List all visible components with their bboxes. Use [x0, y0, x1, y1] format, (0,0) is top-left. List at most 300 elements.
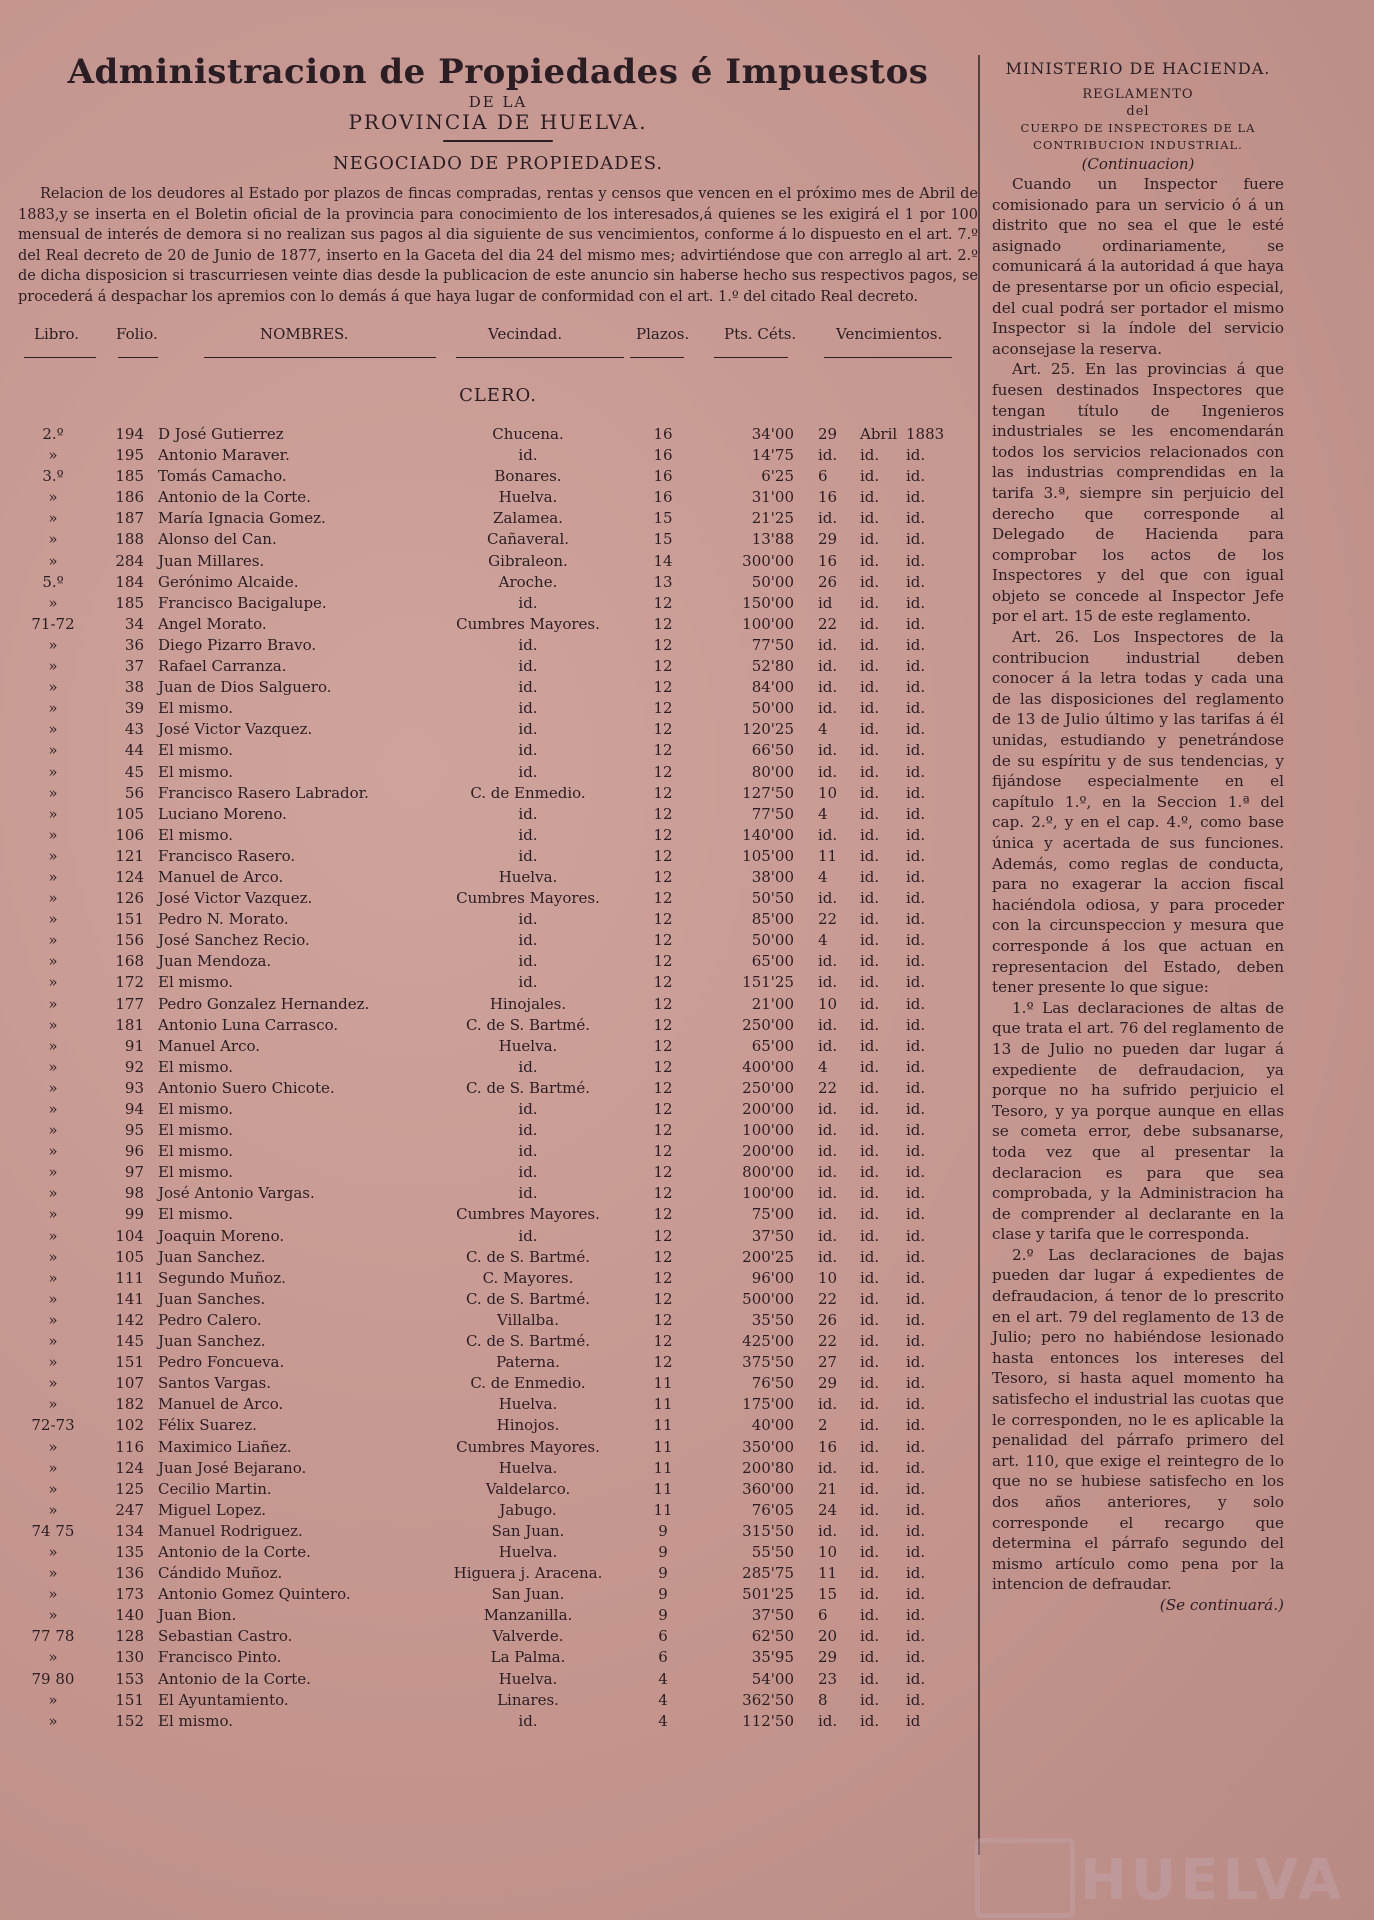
table-header	[18, 319, 978, 355]
row-venc-mes: id.	[860, 1205, 880, 1224]
table-row	[18, 1415, 978, 1436]
row-pesetas: 315'50	[742, 1521, 794, 1540]
row-venc-ano: id.	[906, 762, 926, 781]
row-vecindad: Manzanilla.	[483, 1606, 573, 1625]
row-venc-mes: id.	[860, 1690, 880, 1709]
row-plazos: 12	[653, 614, 673, 633]
row-venc-mes: id.	[860, 1542, 880, 1561]
row-venc-ano: id.	[906, 931, 926, 950]
row-venc-dia: 2	[818, 1416, 828, 1435]
row-name: El mismo.	[158, 1057, 233, 1076]
row-vecindad: Huelva.	[498, 1669, 558, 1688]
row-pesetas: 200'80	[742, 1458, 794, 1477]
row-name: El mismo.	[158, 1163, 233, 1182]
row-venc-ano: id.	[906, 1163, 926, 1182]
row-libro: »	[48, 783, 58, 802]
negociado-title: NEGOCIADO DE PROPIEDADES.	[332, 153, 664, 174]
row-plazos: 12	[653, 1310, 673, 1329]
row-plazos: 12	[653, 1057, 673, 1076]
row-libro: »	[48, 699, 58, 718]
title-de-la: DE LA	[468, 93, 528, 111]
row-folio: 56	[124, 783, 144, 802]
table-row	[18, 1204, 978, 1225]
row-libro: »	[48, 931, 58, 950]
row-name: Juan José Bejarano.	[158, 1458, 307, 1477]
row-folio: 134	[115, 1521, 144, 1540]
row-venc-dia: 22	[818, 910, 838, 929]
row-venc-ano: id.	[906, 804, 926, 823]
row-vecindad: Aroche.	[498, 572, 558, 591]
table-row	[18, 1310, 978, 1331]
row-folio: 91	[124, 1036, 144, 1055]
row-plazos: 12	[653, 1142, 673, 1161]
row-name: El Ayuntamiento.	[158, 1690, 289, 1709]
row-pesetas: 66'50	[751, 741, 794, 760]
row-name: Antonio de la Corte.	[158, 1542, 311, 1561]
row-venc-mes: id.	[860, 931, 880, 950]
row-pesetas: 40'00	[751, 1416, 794, 1435]
row-plazos: 12	[653, 994, 673, 1013]
row-plazos: 12	[653, 846, 673, 865]
row-venc-ano: id.	[906, 446, 926, 465]
row-plazos: 11	[653, 1374, 673, 1393]
row-libro: »	[48, 1395, 58, 1414]
row-venc-mes: id.	[860, 1374, 880, 1393]
row-plazos: 12	[653, 1353, 673, 1372]
row-folio: 142	[115, 1310, 144, 1329]
row-venc-dia: 29	[818, 425, 838, 443]
row-venc-mes: id.	[860, 910, 880, 929]
row-libro: »	[48, 1184, 58, 1203]
row-folio: 141	[115, 1289, 144, 1308]
row-name: El mismo.	[158, 1711, 233, 1730]
row-folio: 145	[115, 1332, 144, 1351]
row-vecindad: Huelva.	[498, 488, 558, 507]
row-venc-dia: id.	[818, 1226, 838, 1245]
row-venc-dia: 10	[818, 1542, 838, 1561]
row-libro: »	[48, 720, 58, 739]
row-venc-mes: id.	[860, 593, 880, 612]
section-clero: CLERO.	[459, 385, 537, 406]
row-venc-ano: id.	[906, 1247, 926, 1266]
row-venc-mes: id.	[860, 1711, 880, 1730]
row-venc-dia: id.	[818, 678, 838, 697]
row-folio: 104	[115, 1226, 144, 1245]
row-plazos: 15	[653, 509, 673, 528]
row-folio: 96	[124, 1142, 144, 1161]
table-row	[18, 825, 978, 846]
col-plazos: Plazos.	[636, 325, 690, 343]
col-vecindad: Vecindad.	[488, 325, 563, 343]
row-venc-mes: id.	[860, 1648, 880, 1667]
row-plazos: 9	[658, 1521, 668, 1540]
row-pesetas: 140'00	[742, 825, 794, 844]
row-pesetas: 35'95	[751, 1648, 794, 1667]
row-vecindad: C. de Enmedio.	[470, 783, 586, 802]
row-venc-dia: 6	[818, 467, 828, 486]
row-venc-mes: id.	[860, 783, 880, 802]
table-row	[18, 762, 978, 783]
row-venc-mes: id.	[860, 1289, 880, 1308]
row-pesetas: 65'00	[751, 952, 794, 971]
row-pesetas: 100'00	[742, 614, 794, 633]
row-name: El mismo.	[158, 699, 233, 718]
row-plazos: 12	[653, 867, 673, 886]
table-row	[18, 719, 978, 740]
row-pesetas: 250'00	[742, 1078, 794, 1097]
row-plazos: 12	[653, 1268, 673, 1287]
row-pesetas: 100'00	[742, 1121, 794, 1140]
row-libro: »	[48, 1226, 58, 1245]
row-libro: »	[48, 1353, 58, 1372]
row-vecindad: id.	[518, 741, 538, 760]
row-folio: 105	[115, 1247, 144, 1266]
row-libro: »	[48, 1078, 58, 1097]
row-plazos: 12	[653, 931, 673, 950]
row-name: María Ignacia Gomez.	[158, 509, 326, 528]
row-name: D José Gutierrez	[158, 425, 284, 443]
row-name: Francisco Bacigalupe.	[158, 593, 327, 612]
row-vecindad: C. de Enmedio.	[470, 1374, 586, 1393]
row-venc-ano: id.	[906, 614, 926, 633]
reglamento-paragraph: Art. 26. Los Inspectores de la contribucion industrial deben conocer á la letra todas y cada una de las disposiciones del reglamento de 13 de Julio último y las tarifas á él unidas, estudiando y penetrándose de su espíritu y de sus tendencias, y fijándose especialmente en el capítulo 1.º, en la Seccion 1.ª del cap. 2.º, y en el cap. 4.º, como base única y acertada de sus funciones. Además, como reglas de conducta, para no exagerar la accion fiscal haciéndola odiosa, y para proceder con la circunspeccion y mesura que corresponde á los que actuan en representacion del Estado, deben tener presente lo que sigue:	[992, 628, 1284, 997]
row-name: Francisco Pinto.	[158, 1648, 282, 1667]
row-vecindad: id.	[518, 1226, 538, 1245]
table-row	[18, 1247, 978, 1268]
row-plazos: 12	[653, 804, 673, 823]
row-name: Pedro Calero.	[158, 1310, 262, 1329]
row-vecindad: id.	[518, 1057, 538, 1076]
row-vecindad: Linares.	[497, 1690, 559, 1709]
row-venc-ano: id.	[906, 593, 926, 612]
row-pesetas: 800'00	[742, 1163, 794, 1182]
row-venc-mes: id.	[860, 1437, 880, 1456]
row-pesetas: 375'50	[742, 1353, 794, 1372]
row-folio: 185	[115, 467, 144, 486]
row-venc-mes: id.	[860, 1100, 880, 1118]
row-venc-dia: 4	[818, 931, 828, 950]
row-vecindad: Valverde.	[492, 1627, 564, 1646]
reglamento-paragraph: Art. 25. En las provincias á que fuesen destinados Inspectores que tengan título de Ingenieros industriales se les encomendarán todos los servicios relacionados con las industrias comprendidas en la tarifa 3.ª, siempre sin perjuicio del derecho que corresponde al Delegado de Hacienda para comprobar los actos de los Inspectores y del que con igual objeto se concede al Inspector Jefe por el art. 15 de este reglamento.	[992, 360, 1284, 626]
row-plazos: 12	[653, 741, 673, 760]
row-folio: 98	[124, 1184, 144, 1203]
row-pesetas: 200'25	[742, 1247, 794, 1266]
row-libro: 71-72	[31, 614, 75, 633]
row-vecindad: La Palma.	[490, 1648, 566, 1667]
table-row	[18, 635, 978, 656]
row-name: Manuel de Arco.	[158, 867, 284, 886]
row-venc-dia: 11	[818, 846, 838, 865]
row-venc-dia: id.	[818, 446, 838, 465]
row-venc-ano: id.	[906, 1690, 926, 1709]
row-venc-ano: id.	[906, 1669, 926, 1688]
row-venc-dia: id.	[818, 635, 838, 654]
column-divider	[978, 55, 980, 1855]
row-venc-mes: id.	[860, 762, 880, 781]
row-venc-dia: 10	[818, 994, 838, 1013]
row-name: Manuel Rodriguez.	[158, 1521, 303, 1540]
table-row	[18, 1563, 978, 1584]
row-venc-ano: id.	[906, 1521, 926, 1540]
row-venc-dia: 4	[818, 1057, 828, 1076]
row-name: Juan Sanchez.	[158, 1332, 266, 1351]
row-venc-dia: id.	[818, 509, 838, 528]
contribucion-title: CONTRIBUCION INDUSTRIAL.	[1033, 138, 1243, 152]
row-venc-dia: 22	[818, 1078, 838, 1097]
row-venc-dia: id.	[818, 1247, 838, 1266]
row-folio: 156	[115, 931, 144, 950]
row-venc-dia: id	[818, 593, 833, 612]
row-vecindad: C. de S. Bartmé.	[465, 1332, 591, 1351]
row-vecindad: Huelva.	[498, 1395, 558, 1414]
row-venc-ano: id.	[906, 1142, 926, 1161]
table-row	[18, 1605, 978, 1626]
row-venc-dia: 22	[818, 614, 838, 633]
row-folio: 45	[124, 762, 144, 781]
row-venc-dia: 16	[818, 551, 838, 570]
row-venc-ano: id	[906, 1711, 921, 1730]
row-folio: 172	[115, 973, 144, 992]
row-plazos: 12	[653, 720, 673, 739]
row-plazos: 9	[658, 1606, 668, 1625]
row-plazos: 12	[653, 889, 673, 908]
row-name: Cecilio Martin.	[158, 1479, 272, 1498]
col-folio: Folio.	[116, 325, 158, 343]
row-venc-ano: 1883	[906, 425, 945, 443]
row-vecindad: Huelva.	[498, 1542, 558, 1561]
reglamento-title: REGLAMENTO	[1082, 87, 1194, 102]
row-venc-dia: id.	[818, 1036, 838, 1055]
row-name: Joaquin Moreno.	[158, 1226, 285, 1245]
row-name: José Sanchez Recio.	[158, 931, 310, 950]
row-vecindad: Chucena.	[492, 425, 564, 443]
table-row	[18, 1352, 978, 1373]
row-libro: »	[48, 1289, 58, 1308]
archive-watermark-logo	[975, 1838, 1075, 1918]
row-venc-dia: 6	[818, 1606, 828, 1625]
row-pesetas: 85'00	[751, 910, 794, 929]
row-folio: 124	[115, 867, 144, 886]
row-venc-mes: id.	[860, 1247, 880, 1266]
row-libro: »	[48, 1036, 58, 1055]
row-venc-ano: id.	[906, 1395, 926, 1414]
row-libro: »	[48, 804, 58, 823]
row-venc-mes: id.	[860, 1585, 880, 1604]
row-vecindad: id.	[518, 1142, 538, 1161]
row-venc-dia: id.	[818, 973, 838, 992]
row-plazos: 11	[653, 1416, 673, 1435]
row-venc-dia: id.	[818, 952, 838, 971]
row-name: Juan de Dios Salguero.	[158, 678, 332, 697]
table-row	[18, 909, 978, 930]
row-pesetas: 37'50	[751, 1226, 794, 1245]
row-venc-ano: id.	[906, 509, 926, 528]
row-plazos: 12	[653, 1036, 673, 1055]
row-pesetas: 100'00	[742, 1184, 794, 1203]
row-venc-dia: id.	[818, 1142, 838, 1161]
row-folio: 43	[124, 720, 144, 739]
row-name: Sebastian Castro.	[158, 1627, 293, 1646]
row-name: Gerónimo Alcaide.	[158, 572, 299, 591]
table-row	[18, 508, 978, 529]
row-name: Segundo Muñoz.	[158, 1268, 286, 1287]
row-venc-dia: 22	[818, 1332, 838, 1351]
propiedades-column	[18, 50, 978, 1732]
table-row	[18, 1183, 978, 1204]
row-pesetas: 75'00	[751, 1205, 794, 1224]
table-row	[18, 867, 978, 888]
row-venc-ano: id.	[906, 1078, 926, 1097]
row-venc-ano: id.	[906, 635, 926, 654]
row-pesetas: 62'50	[751, 1627, 794, 1646]
table-row	[18, 951, 978, 972]
row-pesetas: 52'80	[751, 657, 794, 676]
row-name: El mismo.	[158, 1205, 233, 1224]
row-libro: »	[48, 867, 58, 886]
row-venc-mes: id.	[860, 1564, 880, 1583]
row-venc-dia: id.	[818, 1521, 838, 1540]
row-vecindad: id.	[518, 825, 538, 844]
row-vecindad: Cumbres Mayores.	[456, 889, 600, 908]
row-vecindad: id.	[518, 720, 538, 739]
row-venc-ano: id.	[906, 1564, 926, 1583]
row-folio: 128	[115, 1627, 144, 1646]
row-venc-dia: 10	[818, 783, 838, 802]
table-row	[18, 1289, 978, 1310]
table-row	[18, 1268, 978, 1289]
row-venc-ano: id.	[906, 846, 926, 865]
row-pesetas: 55'50	[751, 1542, 794, 1561]
table-row	[18, 677, 978, 698]
row-plazos: 12	[653, 952, 673, 971]
row-venc-mes: id.	[860, 889, 880, 908]
cuerpo-title: CUERPO DE INSPECTORES DE LA	[1020, 121, 1256, 135]
row-folio: 39	[124, 699, 144, 718]
row-folio: 93	[124, 1078, 144, 1097]
page-title: Administracion de Propiedades é Impuestos	[67, 52, 929, 92]
row-libro: »	[48, 1332, 58, 1351]
table-row	[18, 1141, 978, 1162]
row-venc-dia: id.	[818, 1163, 838, 1182]
row-pesetas: 76'50	[751, 1374, 794, 1393]
row-venc-dia: 26	[818, 572, 838, 591]
row-name: Angel Morato.	[158, 614, 267, 633]
row-venc-mes: id.	[860, 572, 880, 591]
row-folio: 151	[115, 1353, 144, 1372]
row-pesetas: 400'00	[742, 1057, 794, 1076]
row-libro: »	[48, 889, 58, 908]
table-row	[18, 994, 978, 1015]
row-vecindad: id.	[518, 635, 538, 654]
row-plazos: 11	[653, 1395, 673, 1414]
row-venc-dia: id.	[818, 825, 838, 844]
row-pesetas: 120'25	[742, 720, 794, 739]
row-pesetas: 35'50	[751, 1310, 794, 1329]
row-venc-dia: 16	[818, 1437, 838, 1456]
row-name: El mismo.	[158, 1100, 233, 1118]
row-venc-mes: id.	[860, 1332, 880, 1351]
row-libro: 77 78	[31, 1627, 75, 1646]
row-venc-ano: id.	[906, 1226, 926, 1245]
row-venc-mes: id.	[860, 1416, 880, 1435]
col-libro: Libro.	[34, 325, 80, 343]
row-folio: 152	[115, 1711, 144, 1730]
row-pesetas: 54'00	[751, 1669, 794, 1688]
row-venc-dia: id.	[818, 741, 838, 760]
row-pesetas: 360'00	[742, 1479, 794, 1498]
table-row	[18, 1331, 978, 1352]
row-plazos: 12	[653, 973, 673, 992]
table-row	[18, 930, 978, 951]
table-row	[18, 1500, 978, 1521]
row-pesetas: 14'75	[751, 446, 794, 465]
table-row	[18, 572, 978, 593]
reglamento-paragraph: Cuando un Inspector fuere comisionado para un servicio ó á un distrito que no sea el que le esté asignado ordinariamente, se comunicará á la autoridad á que haya de presentarse por un oficio especial, del cual podrá ser portador el mismo Inspector si la índole del servicio aconsejase la reserva.	[992, 175, 1284, 358]
row-venc-ano: id.	[906, 488, 926, 507]
row-plazos: 16	[653, 467, 673, 486]
row-venc-dia: 29	[818, 1648, 838, 1667]
row-libro: »	[48, 1690, 58, 1709]
row-plazos: 12	[653, 783, 673, 802]
row-pesetas: 300'00	[742, 551, 794, 570]
row-libro: »	[48, 1205, 58, 1224]
row-vecindad: id.	[518, 1184, 538, 1203]
table-row	[18, 1458, 978, 1479]
row-venc-ano: id.	[906, 699, 926, 718]
row-plazos: 12	[653, 699, 673, 718]
row-plazos: 12	[653, 1289, 673, 1308]
row-vecindad: San Juan.	[491, 1585, 565, 1604]
row-pesetas: 151'25	[742, 973, 794, 992]
row-plazos: 12	[653, 1121, 673, 1140]
row-venc-mes: id.	[860, 1226, 880, 1245]
row-name: Juan Mendoza.	[158, 952, 272, 971]
row-vecindad: id.	[518, 804, 538, 823]
table-row	[18, 466, 978, 487]
continuacion-label: (Continuacion)	[1081, 155, 1195, 173]
table-row	[18, 1521, 978, 1542]
row-venc-mes: id.	[860, 741, 880, 760]
row-venc-mes: id.	[860, 657, 880, 676]
table-row	[18, 1669, 978, 1690]
row-vecindad: Hinojales.	[489, 994, 567, 1013]
row-vecindad: C. Mayores.	[482, 1268, 574, 1287]
row-libro: »	[48, 1711, 58, 1730]
table-row	[18, 846, 978, 867]
row-pesetas: 6'25	[761, 467, 794, 486]
table-row	[18, 445, 978, 466]
row-pesetas: 31'00	[751, 488, 794, 507]
row-name: Luciano Moreno.	[158, 804, 287, 823]
row-venc-dia: id.	[818, 699, 838, 718]
row-venc-dia: id.	[818, 657, 838, 676]
row-venc-dia: 20	[818, 1627, 838, 1646]
row-vecindad: C. de S. Bartmé.	[465, 1078, 591, 1097]
row-libro: »	[48, 657, 58, 676]
row-vecindad: id.	[518, 1163, 538, 1182]
row-name: El mismo.	[158, 1121, 233, 1140]
row-venc-mes: id.	[860, 994, 880, 1013]
row-venc-ano: id.	[906, 1585, 926, 1604]
row-libro: »	[48, 1564, 58, 1583]
row-folio: 136	[115, 1564, 144, 1583]
table-row	[18, 1437, 978, 1458]
row-venc-ano: id.	[906, 1437, 926, 1456]
row-folio: 247	[115, 1500, 144, 1519]
row-venc-ano: id.	[906, 1479, 926, 1498]
row-name: Antonio Suero Chicote.	[158, 1078, 335, 1097]
row-plazos: 15	[653, 530, 673, 549]
